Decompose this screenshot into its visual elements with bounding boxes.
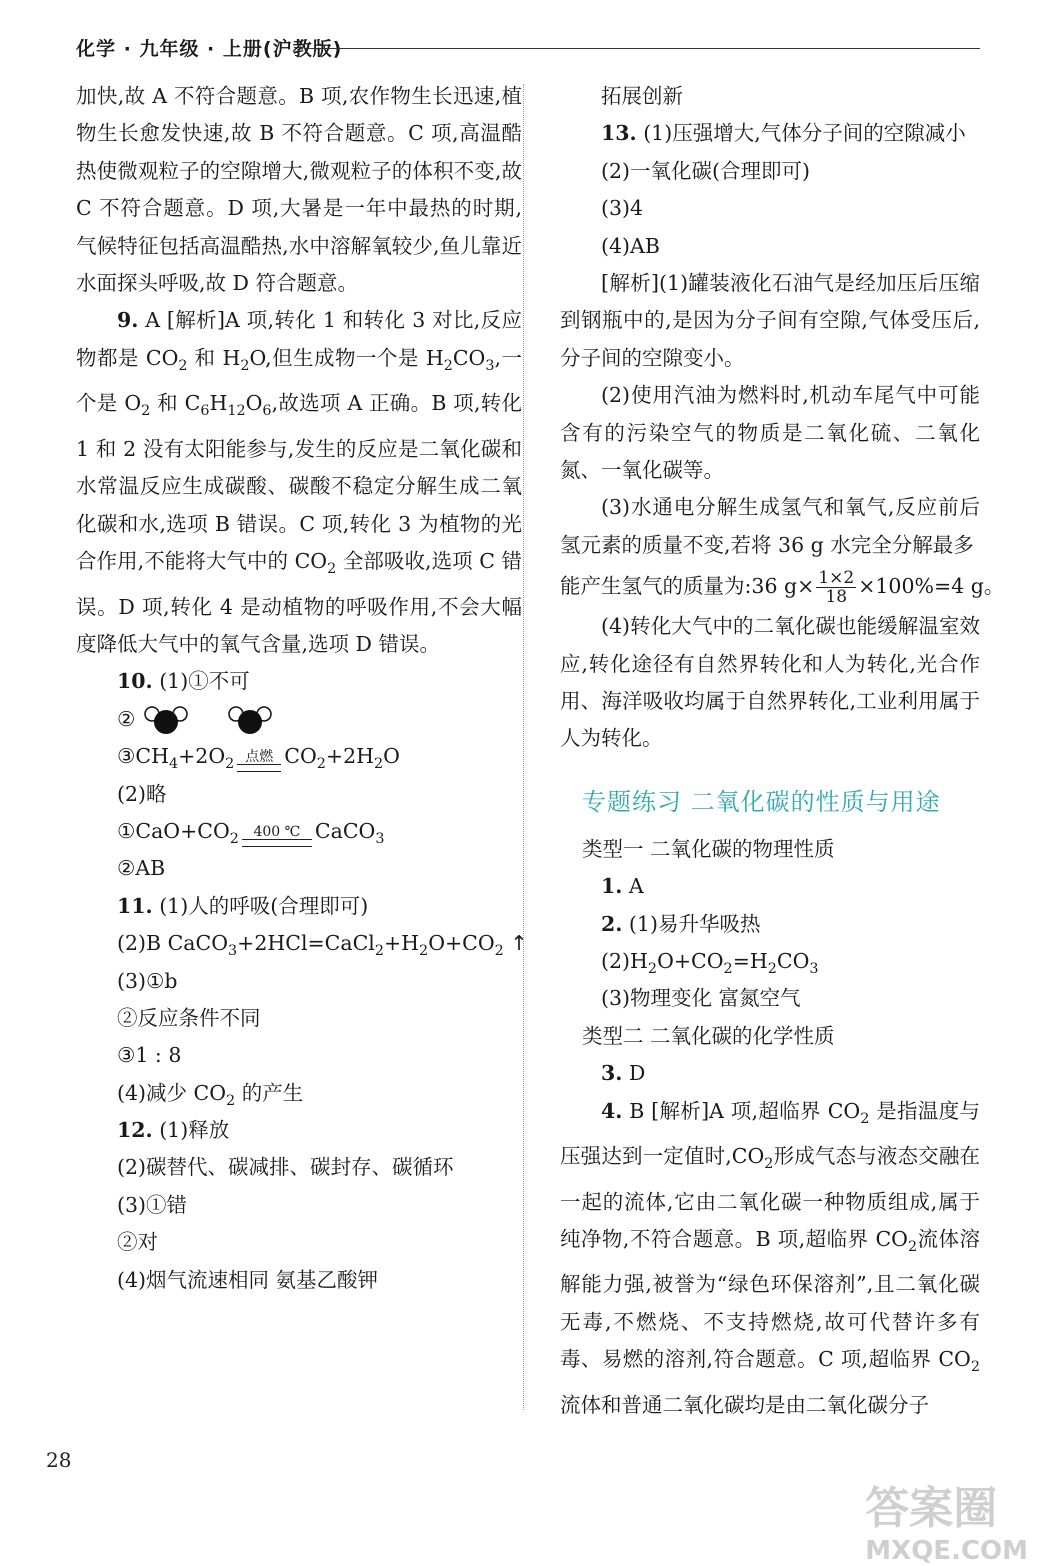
answer-10-2: ② — [76, 701, 522, 738]
header-rule — [304, 48, 980, 49]
answer-12-4: ②对 — [117, 1230, 158, 1255]
answer-10-5-equation: $①CaO+CO_2$ 400 ℃ CaCO$_3$ — [117, 818, 385, 848]
answer-9: 9. A [解析]A 项,转化 1 和转化 3 对比,反应物都是 $CO_2$ 和 $H_2O$,但生成物一个是 $H_2CO_3$,一个是 $O_2$ 和 $C_6H_{12}O_6$,故选项 A 正确。B 项,转化 1 和 2 没有太阳能参与,发生的反应是二氧化碳和水常温反应生成碳酸、碳酸不稳定分解生成二氧化碳和水,选项 B 错误。C 项,转化 3 为植物的光合作用,不能将大气中的 $CO_2$ 全部吸收,选项 C 错误。D 项,转化 4 是动植物的呼吸作用,不会大幅度降低大气中的氧气含量,选项 D 错误。 — [76, 308, 523, 656]
left-column — [76, 78, 528, 1299]
analysis-13-3: (3)水通电分解生成氢气和氧气,反应前后氢元素的质量不变,若将 36 g 水完全分解最多 — [560, 495, 980, 557]
answer-11-4: ②反应条件不同 — [117, 1005, 261, 1030]
section-title: 专题练习 二氧化碳的性质与用途 — [582, 787, 941, 816]
analysis-13-2: (2)使用汽油为燃料时,机动车尾气中可能含有的污染空气的物质是二氧化硫、二氧化氮、一氧化碳等。 — [560, 383, 980, 482]
answer-3: 3. D — [601, 1061, 646, 1086]
answer-8-continued: 加快,故 A 不符合题意。B 项,农作物生长迅速,植物生长愈发快速,故 B 不符合题意。C 项,高温酷热使微观粒子的空隙增大,微观粒子的体积不变,故 C 不符合题意。D 项,大暑是一年中最热的时期,气候特征包括高温酷热,水中溶解氧较少,鱼儿靠近水面探头呼吸,故 D 符合题意。 — [76, 84, 522, 296]
type-one-heading: 类型一 二氧化碳的物理性质 — [582, 836, 835, 861]
reaction-condition: 点燃 — [237, 750, 281, 772]
answer-10-6: ②AB — [117, 856, 166, 881]
answer-10-4: (2)略 — [117, 781, 167, 806]
answer-12-2: (2)碳替代、碳减排、碳封存、碳循环 — [117, 1155, 454, 1180]
answer-10-3-equation: $③CH_4+2O_2$ 点燃 $CO_2+2H_2O$ — [117, 744, 400, 773]
analysis-13-1: [解析](1)罐装液化石油气是经加压后压缩到钢瓶中的,是因为分子间有空隙,气体受压后,分子间的空隙变小。 — [560, 270, 980, 370]
answer-12-1: 12. (1)释放 — [117, 1118, 230, 1143]
answer-11-3: (3)①b — [117, 968, 178, 993]
answer-2-1: 2. (1)易升华吸热 — [601, 911, 761, 936]
fraction: $\frac{1\times 2}{18}$ — [818, 568, 855, 608]
reaction-condition: 400 ℃ — [242, 825, 312, 847]
type-two-heading: 类型二 二氧化碳的化学性质 — [582, 1023, 835, 1048]
answer-11-5: ③1 : 8 — [117, 1043, 182, 1068]
section-heading-extension: 拓展创新 — [601, 84, 683, 108]
right-column — [560, 78, 1005, 1424]
answer-1: 1. A — [601, 874, 644, 899]
page-number: 28 — [46, 1448, 72, 1472]
answer-2-3: (3)物理变化 富氮空气 — [601, 986, 801, 1011]
analysis-13-4: (4)转化大气中的二氧化碳也能缓解温室效应,转化途径有自然界转化和人为转化,光合作用、海洋吸收均属于自然界转化,工业利用属于人为转化。 — [560, 614, 980, 751]
water-molecule-icon — [142, 703, 190, 737]
answer-12-3: (3)①错 — [117, 1192, 188, 1217]
watermark-logo: 答案圈 MXQE.COM — [865, 1483, 1028, 1566]
answer-11-6: (4)减少 $CO_2$ 的产生 — [117, 1080, 304, 1109]
answer-10-1: 10. (1)①不可 — [117, 669, 250, 694]
page-header — [76, 34, 980, 64]
answer-13-4: (4)AB — [601, 233, 660, 258]
answer-4: 4. B [解析]A 项,超临界 $CO_2$ 是指温度与压强达到一定值时$,CO_2$形成气态与液态交融在一起的流体,它由二氧化碳一种物质组成,属于纯净物,不符合题意。B 项,超临界 $CO_2$流体溶解能力强,被誉为“绿色环保溶剂”,且二氧化碳无毒,不燃烧、不支持燃烧,故可代替许多有毒、易燃的溶剂,符合题意。C 项,超临界 $CO_2$流体和普通二氧化碳均是由二氧化碳分子 — [560, 1098, 981, 1417]
answer-13-3: (3)4 — [601, 196, 644, 221]
analysis-13-3-formula: 能产生氢气的质量为:36 g× $\frac{1\times 2}{18}$ ×100%=4 g。 — [560, 568, 1005, 608]
answer-13-1: 13. (1)压强增大,气体分子间的空隙减小 — [601, 121, 966, 146]
answer-13-2: (2)一氧化碳(合理即可) — [601, 158, 811, 183]
column-divider — [523, 84, 524, 1410]
water-molecule-icon — [226, 703, 274, 737]
header-title: 化学 · 九年级 · 上册(沪教版) — [76, 38, 343, 60]
answer-12-5: (4)烟气流速相同 氨基乙酸钾 — [117, 1267, 379, 1292]
answer-2-2: $(2)H_2O+CO_2=H_2CO_3$ — [601, 949, 819, 978]
answer-11-2: (2)B $CaCO_3+2HCl=CaCl_2+H_2O+CO_2$ ↑ — [117, 931, 528, 960]
answer-11-1: 11. (1)人的呼吸(合理即可) — [117, 893, 369, 918]
